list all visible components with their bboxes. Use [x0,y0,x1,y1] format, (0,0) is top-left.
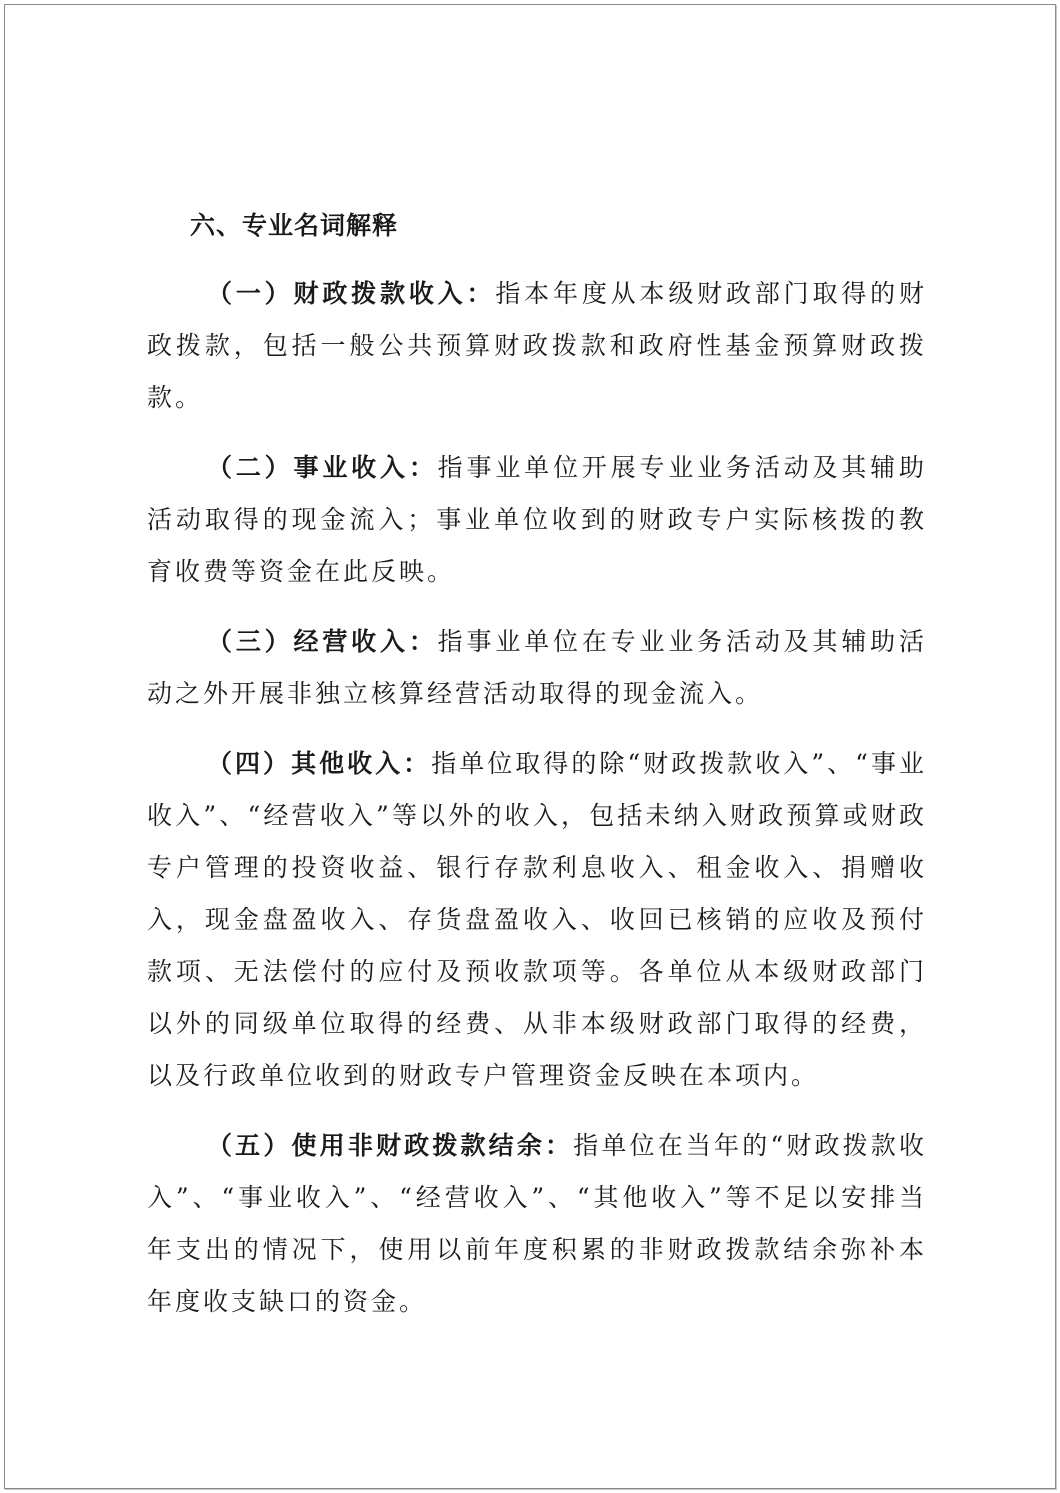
definition-term-1: （一）财政拨款收入： [207,279,496,308]
definition-text-1: 指本年度从本级财政部门取得的财政拨款，包括一般公共预算财政拨款和政府性基金预算财政拨款。 [147,279,927,412]
definition-paragraph-3 [147,616,927,720]
document-page [4,4,1056,1489]
definition-paragraph-2 [147,442,927,598]
definition-text-2: 指事业单位开展专业业务活动及其辅助活动取得的现金流入；事业单位收到的财政专户实际核拨的教育收费等资金在此反映。 [147,453,927,586]
definition-paragraph-1 [147,268,927,424]
definition-text-3: 指事业单位在专业业务活动及其辅助活动之外开展非独立核算经营活动取得的现金流入。 [147,627,927,708]
document-body [147,200,927,1346]
definition-term-2: （二）事业收入： [207,453,438,482]
definition-paragraph-5 [147,1120,927,1328]
definition-paragraph-4 [147,738,927,1102]
definition-text-5: 指单位在当年的“财政拨款收入”、“事业收入”、“经营收入”、“其他收入”等不足以安排当年支出的情况下，使用以前年度积累的非财政拨款结余弥补本年度收支缺口的资金。 [147,1131,927,1316]
definition-text-4: 指单位取得的除“财政拨款收入”、“事业收入”、“经营收入”等以外的收入，包括未纳入财政预算或财政专户管理的投资收益、银行存款利息收入、租金收入、捐赠收入，现金盘盈收入、存货盘盈收入、收回已核销的应收及预付款项、无法偿付的应付及预收款项等。各单位从本级财政部门以外的同级单位取得的经费、从非本级财政部门取得的经费，以及行政单位收到的财政专户管理资金反映在本项内。 [147,749,927,1090]
definition-term-5: （五）使用非财政拨款结余： [207,1131,574,1160]
definition-term-4: （四）其他收入： [207,749,432,778]
definition-term-3: （三）经营收入： [207,627,438,656]
section-heading: 六、专业名词解释 [190,211,399,240]
